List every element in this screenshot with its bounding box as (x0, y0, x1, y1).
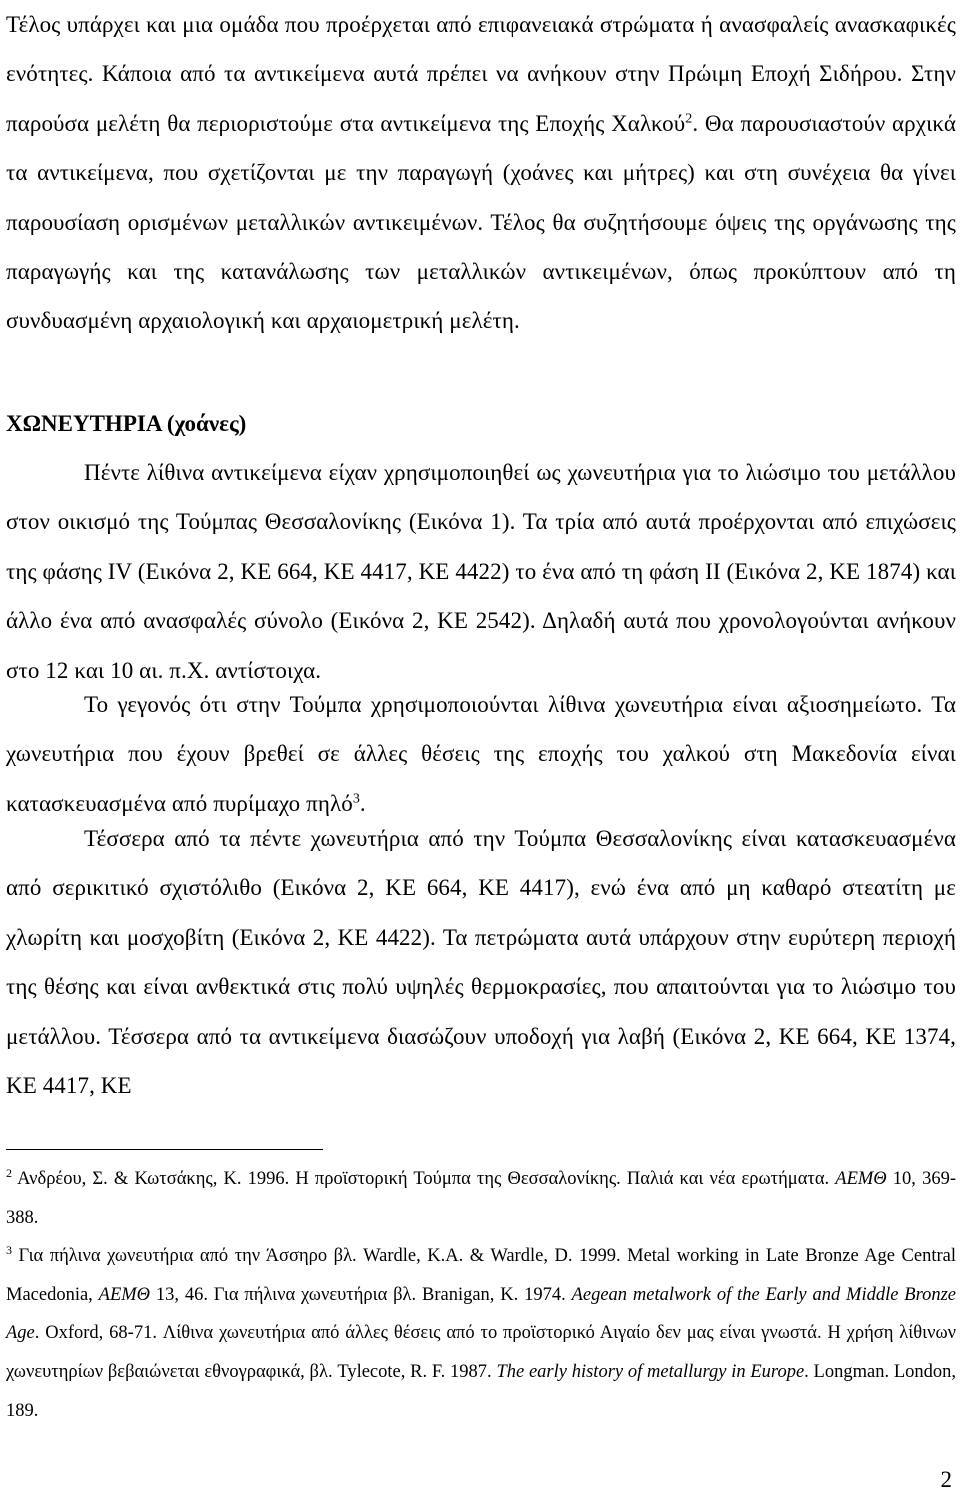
page-number: 2 (940, 1467, 952, 1492)
paragraph-stone: Τέσσερα από τα πέντε χωνευτήρια από την Τούμπα Θεσσαλονίκης είναι κατασκευασμένα από σερικιτικό σχιστόλιθο (Εικόνα 2, ΚΕ 664, ΚΕ 4417), ενώ ένα από μη καθαρό στεατίτη με χλωρίτη και μοσχοβίτη (Εικόνα 2, ΚΕ 4422). Τα πετρώματα αυτά υπάρχουν στην ευρύτερη περιοχή της θέσης και είναι ανθεκτικά στις πολύ υψηλές θερμοκρασίες, που απαιτούνται για το λιώσιμο του μετάλλου. Τέσσερα από τα αντικείμενα διασώζουν υποδοχή για λαβή (Εικόνα 2, ΚΕ 664, ΚΕ 1374, ΚΕ 4417, ΚΕ (6, 826, 956, 1099)
paragraph-notable (6, 680, 956, 828)
footnote-2 (6, 1160, 956, 1237)
footnote-2-journal: ΑΕΜΘ (835, 1169, 887, 1189)
footnote-3-text-c: . Oxford, 68-71. Λίθινα χωνευτήρια από άλλες θέσεις από το προϊστορικό Αιγαίο δεν μας είναι γνωστά. Η χρήση λίθινων χωνευτηρίων βεβαιώνεται εθνογραφικά, βλ. Tylecote, R. F. 1987. (6, 1323, 956, 1382)
footnote-2-text-a: Ανδρέου, Σ. & Κωτσάκης, Κ. 1996. Η προϊστορική Τούμπα της Θεσσαλονίκης. Παλιά και νέα ερωτήματα. (12, 1169, 836, 1189)
footnotes (6, 1160, 956, 1430)
section-heading: ΧΩΝΕΥΤΗΡΙΑ (χοάνες) (6, 411, 247, 436)
footnote-divider (6, 1149, 323, 1150)
paragraph-intro-continuation: . Θα παρουσιαστούν αρχικά τα αντικείμενα, που σχετίζονται με την παραγωγή (χοάνες και μήτρες) και στη συνέχεια θα γίνει παρουσίαση ορισμένων μεταλλικών αντικειμένων. Τέλος θα συζητήσουμε όψεις της οργάνωσης της παραγωγής και της κατανάλωσης των μεταλλικών αντικειμένων, όπως προκύπτουν από τη συνδυασμένη αρχαιολογική και αρχαιομετρική μελέτη. (6, 110, 956, 334)
footnote-ref-2[interactable]: 2 (685, 111, 693, 127)
paragraph-notable-end: . (359, 790, 366, 816)
paragraph-notable-text: Το γεγονός ότι στην Τούμπα χρησιμοποιούνται λίθινα χωνευτήρια είναι αξιοσημείωτο. Τα χωνευτήρια που έχουν βρεθεί σε άλλες θέσεις της εποχής του χαλκού στη Μακεδονία είναι κατασκευασμένα από πυρίμαχο πηλό (6, 692, 956, 816)
footnote-ref-3[interactable]: 3 (352, 791, 360, 807)
footnote-3-book-1: Aegean metalwork of the Early and Middle Bronze Age (6, 1284, 956, 1344)
footnote-3-text-d: . Longman. London, 189. (6, 1361, 956, 1421)
paragraph-intro (6, 0, 956, 346)
footnote-2-text-b: 10, 369-388. (6, 1169, 956, 1228)
footnote-3-journal: ΑΕΜΘ (98, 1284, 151, 1305)
footnote-2-number: 2 (6, 1165, 12, 1180)
footnote-3 (6, 1237, 956, 1430)
paragraph-intro-text: Τέλος υπάρχει και μια ομάδα που προέρχεται από επιφανειακά στρώματα ή ανασφαλείς ανασκαφικές ενότητες. Κάποια από τα αντικείμενα αυτά πρέπει να ανήκουν στην Πρώιμη Εποχή Σιδήρου. Στην παρούσα μελέτη θα περιοριστούμε στα αντικείμενα της Εποχής Χαλκού (6, 12, 956, 136)
footnote-3-text-b: 13, 46. Για πήλινα χωνευτήρια βλ. Branigan, K. 1974. (150, 1284, 572, 1305)
footnote-3-book-2: The early history of metallurgy in Europe (496, 1361, 805, 1382)
footnote-3-number: 3 (6, 1243, 12, 1258)
footnote-3-text-a: Για πήλινα χωνευτήρια από την Άσσηρο βλ. Wardle, K.A. & Wardle, D. 1999. Metal working in Late Bronze Age Central Macedonia, (6, 1246, 956, 1305)
paragraph-crucibles: Πέντε λίθινα αντικείμενα είχαν χρησιμοποιηθεί ως χωνευτήρια για το λιώσιμο του μετάλλου στον οικισμό της Τούμπας Θεσσαλονίκης (Εικόνα 1). Τα τρία από αυτά προέρχονται από επιχώσεις της φάσης IV (Εικόνα 2, ΚΕ 664, ΚΕ 4417, ΚΕ 4422) το ένα από τη φάση II (Εικόνα 2, ΚΕ 1874) και άλλο ένα από ανασφαλές σύνολο (Εικόνα 2, ΚΕ 2542). Δηλαδή αυτά που χρονολογούνται ανήκουν στο 12 και 10 αι. π.Χ. αντίστοιχα. (6, 460, 956, 683)
